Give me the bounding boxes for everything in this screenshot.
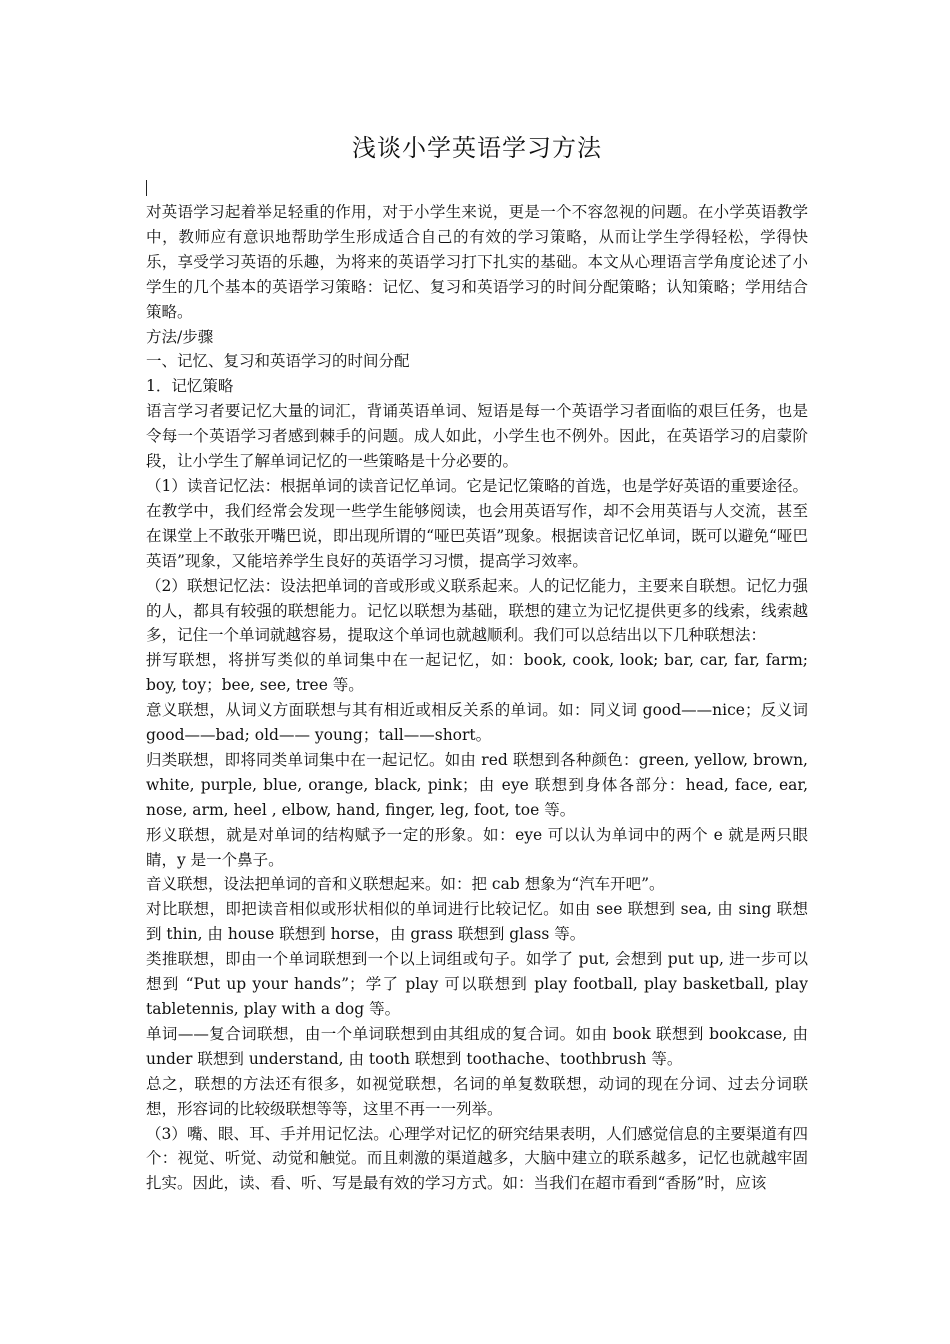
paragraph-pronunciation-method: （1）读音记忆法：根据单词的读音记忆单词。它是记忆策略的首选，也是学好英语的重要途径。在教学中，我们经常会发现一些学生能够阅读，也会用英语写作，却不会用英语与人交流，甚至在课堂上不敢张开嘴巴说，即出现所谓的“哑巴英语”现象。根据读音记忆单词，既可以避免“哑巴英语”现象，又能培养学生良好的英语学习习惯，提高学习效率。 — [146, 476, 808, 570]
paragraph-multisensory-method: （3）嘴、眼、耳、手并用记忆法。心理学对记忆的研究结果表明，人们感觉信息的主要渠道有四个：视觉、听觉、动觉和触觉。而且刺激的渠道越多，大脑中建立的联系越多，记忆也就越牢固扎实。因此，读、看、听、写是最有效的学习方式。如：当我们在超市看到“香肠”时，应该 — [146, 1124, 808, 1193]
section-heading-1: 一、记忆、复习和英语学习的时间分配 — [146, 352, 410, 371]
paragraph-method-heading: 方法/步骤 — [146, 327, 214, 346]
paragraph-association-method: （2）联想记忆法：设法把单词的音或形或义联系起来。人的记忆能力，主要来自联想。记忆力强的人，都具有较强的联想能力。记忆以联想为基础，联想的建立为记忆提供更多的线索，线索越多，记住一个单词就越容易，提取这个单词也就越顺利。我们可以总结出以下几种联想法： — [146, 576, 808, 645]
paragraph-intro: 对英语学习起着举足轻重的作用，对于小学生来说，更是一个不容忽视的问题。在小学英语教学中，教师应有意识地帮助学生形成适合自己的有效的学习策略，从而让学生学得轻松，学得快乐，享受学习英语的乐趣，为将来的英语学习打下扎实的基础。本文从心理语言学角度论述了小学生的几个基本的英语学习策略：记忆、复习和英语学习的时间分配策略；认知策略；学用结合策略。 — [146, 203, 808, 321]
paragraph-memory-intro: 语言学习者要记忆大量的词汇，背诵英语单词、短语是每一个英语学习者面临的艰巨任务，也是令每一个英语学习者感到棘手的问题。成人如此，小学生也不例外。因此，在英语学习的启蒙阶段，让小学生了解单词记忆的一些策略是十分必要的。 — [146, 402, 808, 471]
subsection-heading-memory: 1．记忆策略 — [146, 377, 234, 396]
paragraph-sound-meaning-association: 音义联想，设法把单词的音和义联想起来。如：把 cab 想象为“汽车开吧”。 — [146, 875, 665, 894]
document-title: 浅谈小学英语学习方法 — [352, 134, 602, 162]
paragraph-analogy-association: 类推联想，即由一个单词联想到一个以上词组或句子。如学了 put, 会想到 put up, 进一步可以想到 “Put up your hands”；学了 play 可以联想到 play football, play basketball, play tabletennis, play with a dog 等。 — [146, 950, 808, 1018]
text-cursor — [146, 178, 808, 200]
paragraph-meaning-association: 意义联想，从词义方面联想与其有相近或相反关系的单词。如：同义词 good——nice；反义词 good——bad; old—— young；tall——short。 — [146, 701, 808, 745]
paragraph-category-association: 归类联想，即将同类单词集中在一起记忆。如由 red 联想到各种颜色：green, yellow, brown, white, purple, blue, orange, black, pink；由 eye 联想到身体各部分：head, face, ear, nose, arm, heel , elbow, hand, finger, leg, foot, toe 等。 — [146, 750, 808, 819]
paragraph-summary: 总之，联想的方法还有很多，如视觉联想，名词的单复数联想，动词的现在分词、过去分词联想，形容词的比较级联想等等，这里不再一一列举。 — [146, 1074, 808, 1118]
paragraph-contrast-association: 对比联想，即把读音相似或形状相似的单词进行比较记忆。如由 see 联想到 sea, 由 sing 联想到 thin, 由 house 联想到 horse，由 grass 联想到 glass 等。 — [146, 900, 808, 944]
paragraph-spelling-association: 拼写联想，将拼写类似的单词集中在一起记忆，如：book, cook, look; bar, car, far, farm; boy, toy；bee, see, tree 等。 — [146, 651, 808, 695]
paragraph-shape-association: 形义联想，就是对单词的结构赋予一定的形象。如：eye 可以认为单词中的两个 e 就是两只眼睛，y 是一个鼻子。 — [146, 825, 808, 869]
document-page — [146, 128, 808, 1196]
paragraph-compound-association: 单词——复合词联想，由一个单词联想到由其组成的复合词。如由 book 联想到 bookcase, 由 under 联想到 understand, 由 tooth 联想到 toothache、toothbrush 等。 — [146, 1024, 808, 1068]
document-body — [146, 200, 808, 1196]
